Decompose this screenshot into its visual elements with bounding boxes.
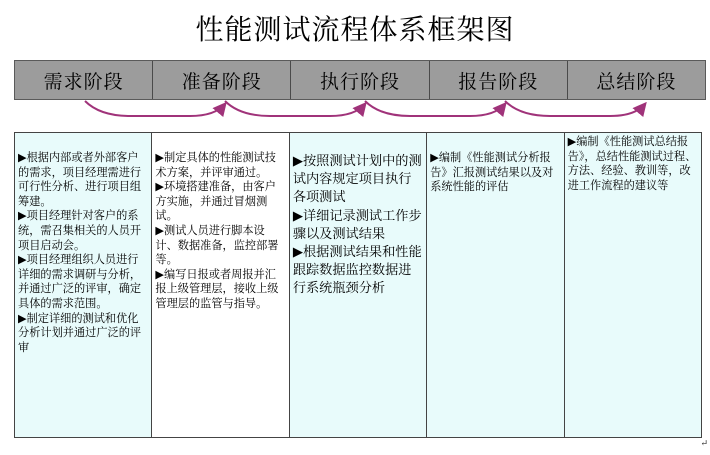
stage-requirements: 需求阶段 bbox=[15, 61, 153, 99]
preparation-details bbox=[152, 133, 289, 437]
detail-item: ▶按照测试计划中的测试内容规定项目执行各项测试 bbox=[292, 154, 422, 206]
flow-arrows bbox=[0, 98, 710, 128]
detail-item: ▶项目经理针对客户的系统，需召集相关的人员开项目启动会。 bbox=[18, 209, 142, 252]
detail-item: ▶制定具体的性能测试技术方案，并评审通过。 bbox=[155, 151, 276, 179]
detail-item: ▶根据测试结果和性能跟踪数据监控数据进行系统瓶颈分析 bbox=[292, 245, 422, 297]
summary-details bbox=[565, 133, 701, 437]
flow-arrow-2 bbox=[225, 101, 365, 116]
detail-item: ▶环境搭建准备，由客户方实施，并通过冒烟测试。 bbox=[155, 180, 276, 223]
execution-details bbox=[290, 133, 427, 437]
detail-item: ▶项目经理组织人员进行详细的需求调研与分析，并通过广泛的评审，确定具体的需求范围。 bbox=[18, 253, 142, 310]
page-title: 性能测试流程体系框架图 bbox=[195, 13, 515, 46]
flow-arrow-1 bbox=[85, 101, 225, 116]
stage-details bbox=[14, 132, 702, 438]
report-details bbox=[427, 133, 564, 437]
detail-item: ▶编制《性能测试总结报告》，总结性能测试过程、方法、经验、教训等，改进工作流程的建议等 bbox=[567, 135, 697, 192]
detail-item: ▶详细记录测试工作步骤以及测试结果 bbox=[292, 208, 422, 242]
detail-item: ▶制定详细的测试和优化分析计划并通过广泛的评审 bbox=[18, 311, 142, 354]
flow-arrow-3 bbox=[365, 101, 505, 116]
stage-report: 报告阶段 bbox=[430, 61, 568, 99]
return-mark: ↵ bbox=[700, 439, 708, 449]
requirements-details bbox=[15, 133, 152, 437]
stage-summary: 总结阶段 bbox=[596, 70, 677, 93]
detail-item: ▶编写日报或者周报并汇报上级管理层，接收上级管理层的监管与指导。 bbox=[155, 267, 279, 310]
detail-item: ▶根据内部或者外部客户的需求，项目经理需进行可行性分析、进行项目组筹建。 bbox=[18, 151, 142, 208]
stage-bar bbox=[14, 60, 706, 100]
detail-item: ▶测试人员进行脚本设计、数据准备，监控部署等。 bbox=[155, 223, 279, 267]
flow-arrow-4 bbox=[505, 101, 645, 116]
stage-execution: 执行阶段 bbox=[291, 61, 429, 99]
stage-preparation: 准备阶段 bbox=[153, 61, 291, 99]
detail-item: ▶编制《性能测试分析报告》汇报测试结果以及对系统性能的评估 bbox=[430, 151, 554, 194]
